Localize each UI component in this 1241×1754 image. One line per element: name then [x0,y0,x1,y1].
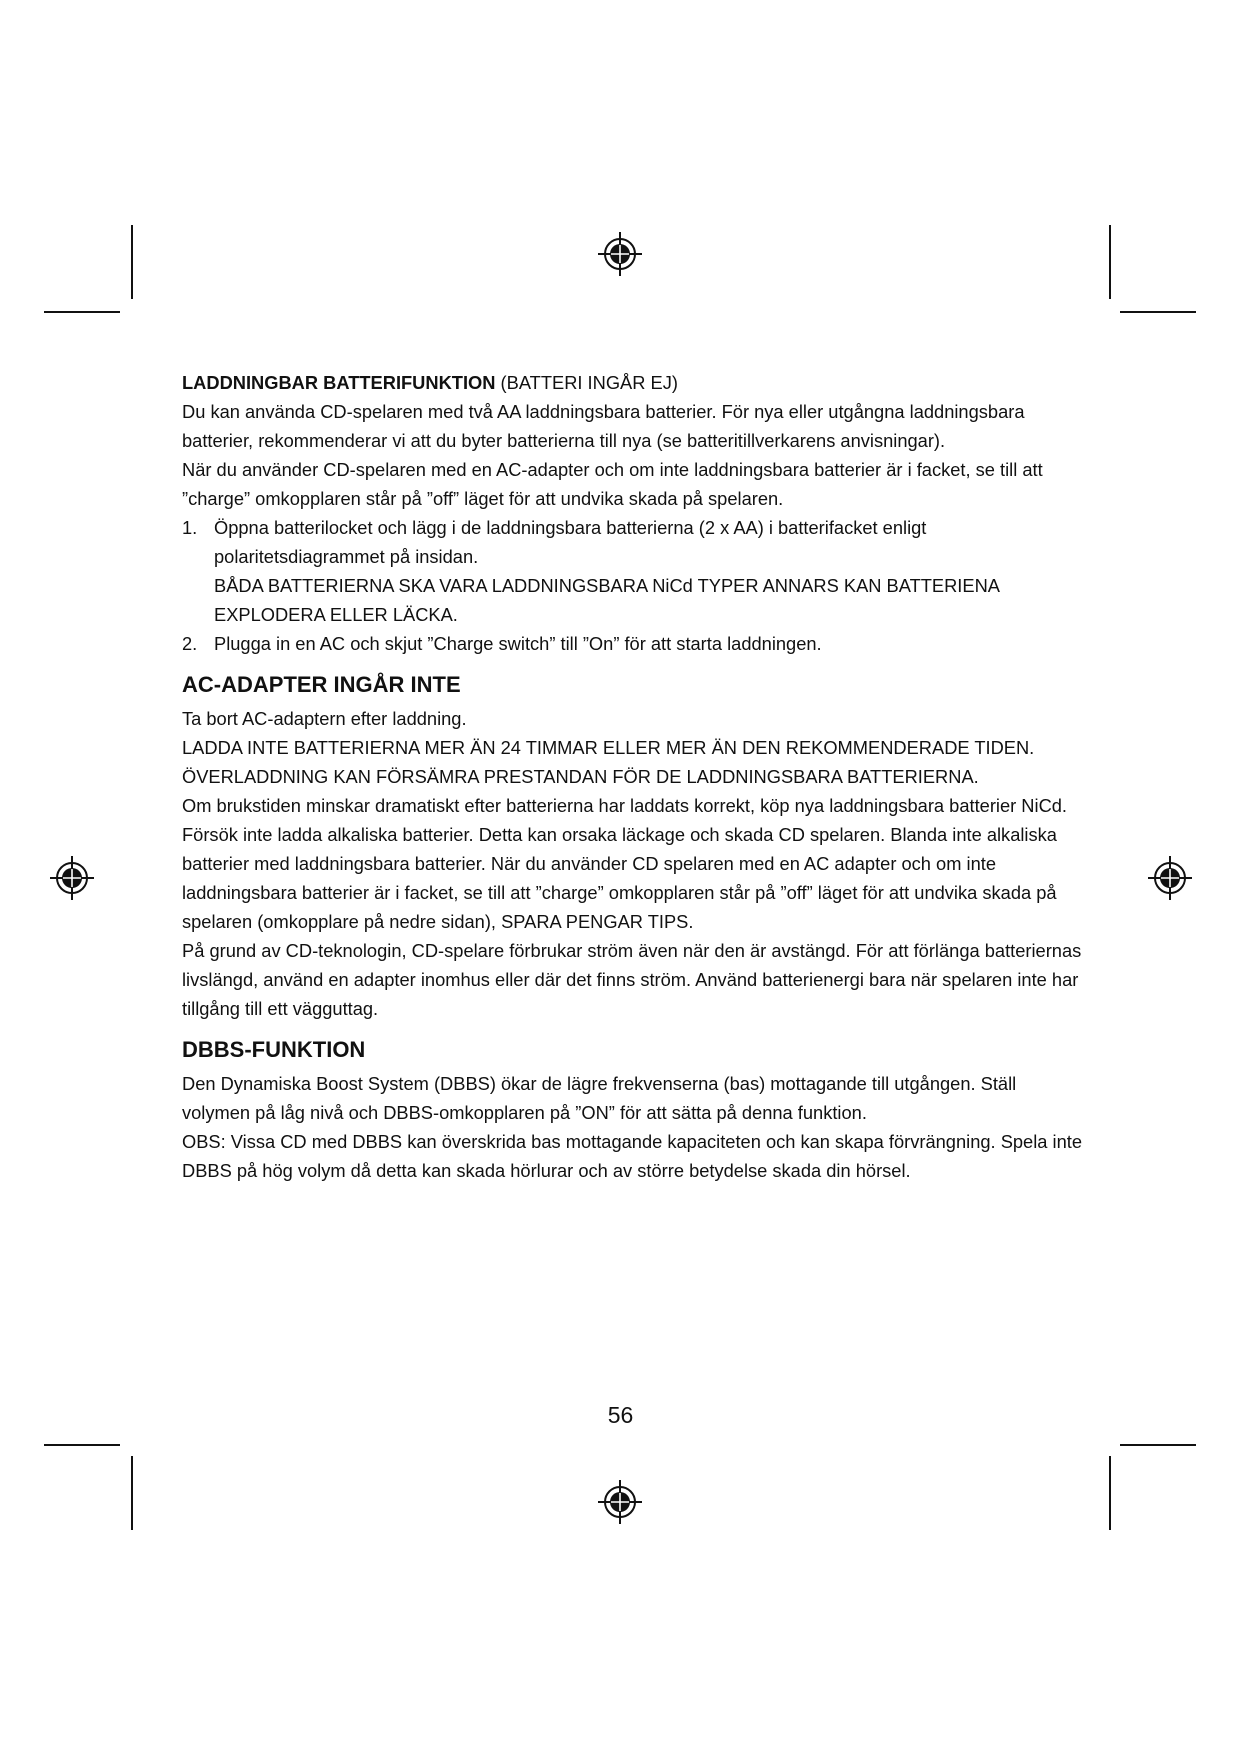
section-heading-rechargeable [182,368,1087,397]
crop-mark-top-left-vertical [131,225,133,299]
section-heading-ac-adapter: AC-ADAPTER INGÅR INTE [182,672,461,697]
crop-mark-top-right-vertical [1109,225,1111,299]
crop-mark-top-right-horizontal [1120,311,1196,313]
paragraph: Den Dynamiska Boost System (DBBS) ökar de lägre frekvenserna (bas) mottagande till utgången. Ställ volymen på låg nivå och DBBS-omkopplaren på ”ON” för att sätta på denna funktion. [182,1073,1017,1123]
list-number: 2. [182,633,198,654]
page-number: 56 [607,1402,634,1428]
list-item [182,629,1087,658]
list-item-text: Plugga in en AC och skjut ”Charge switch” till ”On” för att starta laddningen. [214,633,822,654]
paragraph: LADDA INTE BATTERIERNA MER ÄN 24 TIMMAR ELLER MER ÄN DEN REKOMMENDERADE TIDEN. ÖVERLADDNING KAN FÖRSÄMRA PRESTANDAN FÖR DE LADDNINGSBARA BATTERIERNA. [182,737,1035,787]
crop-mark-bottom-left-horizontal [44,1444,120,1446]
section-heading-dbbs: DBBS-FUNKTION [182,1037,366,1062]
registration-mark-left-icon [50,856,94,900]
paragraph: Försök inte ladda alkaliska batterier. Detta kan orsaka läckage och skada CD spelaren. Blanda inte alkaliska batterier med laddningsbara batterier. När du använder CD spelaren med en AC adapter och om inte laddningsbara batterier är i facket, se till att ”charge” omkopplaren står på ”off” läget för att undvika skada på spelaren (omkopplare på nedre sidan), SPARA PENGAR TIPS. [182,824,1057,932]
registration-mark-bottom-icon [598,1480,642,1524]
crop-mark-bottom-right-vertical [1109,1456,1111,1530]
crop-mark-bottom-right-horizontal [1120,1444,1196,1446]
paragraph: Du kan använda CD-spelaren med två AA laddningsbara batterier. För nya eller utgångna laddningsbara batterier, rekommenderar vi att du byter batterierna till nya (se batteritillverkarens anvisningar). [182,401,1025,451]
page-content [182,368,1087,1185]
list-item-warning: BÅDA BATTERIERNA SKA VARA LADDNINGSBARA NiCd TYPER ANNARS KAN BATTERIENA EXPLODERA ELLER LÄCKA. [214,575,999,625]
paragraph: När du använder CD-spelaren med en AC-adapter och om inte laddningsbara batterier är i facket, se till att ”charge” omkopplaren står på ”off” läget för att undvika skada på spelaren. [182,459,1043,509]
registration-mark-top-icon [598,232,642,276]
heading-bold-text: LADDNINGBAR BATTERIFUNKTION [182,372,496,393]
list-item [182,513,1087,629]
paragraph: OBS: Vissa CD med DBBS kan överskrida bas mottagande kapaciteten och kan skapa förvrängning. Spela inte DBBS på hög volym då detta kan skada hörlurar och av större betydelse skada din hörsel. [182,1131,1083,1181]
list-item-text: Öppna batterilocket och lägg i de laddningsbara batterierna (2 x AA) i batterifacket enligt polaritetsdiagrammet på insidan. [214,517,927,567]
crop-mark-bottom-left-vertical [131,1456,133,1530]
crop-mark-top-left-horizontal [44,311,120,313]
paragraph: Om brukstiden minskar dramatiskt efter batterierna har laddats korrekt, köp nya laddningsbara batterier NiCd. [182,795,1068,816]
heading-rest-text: (BATTERI INGÅR EJ) [495,372,678,393]
list-number: 1. [182,517,198,538]
registration-mark-right-icon [1148,856,1192,900]
paragraph: På grund av CD-teknologin, CD-spelare förbrukar ström även när den är avstängd. För att förlänga batteriernas livslängd, använd en adapter inomhus eller där det finns ström. Använd batterienergi bara när spelaren inte har tillgång till ett vägguttag. [182,940,1082,1019]
paragraph: Ta bort AC-adaptern efter laddning. [182,708,467,729]
